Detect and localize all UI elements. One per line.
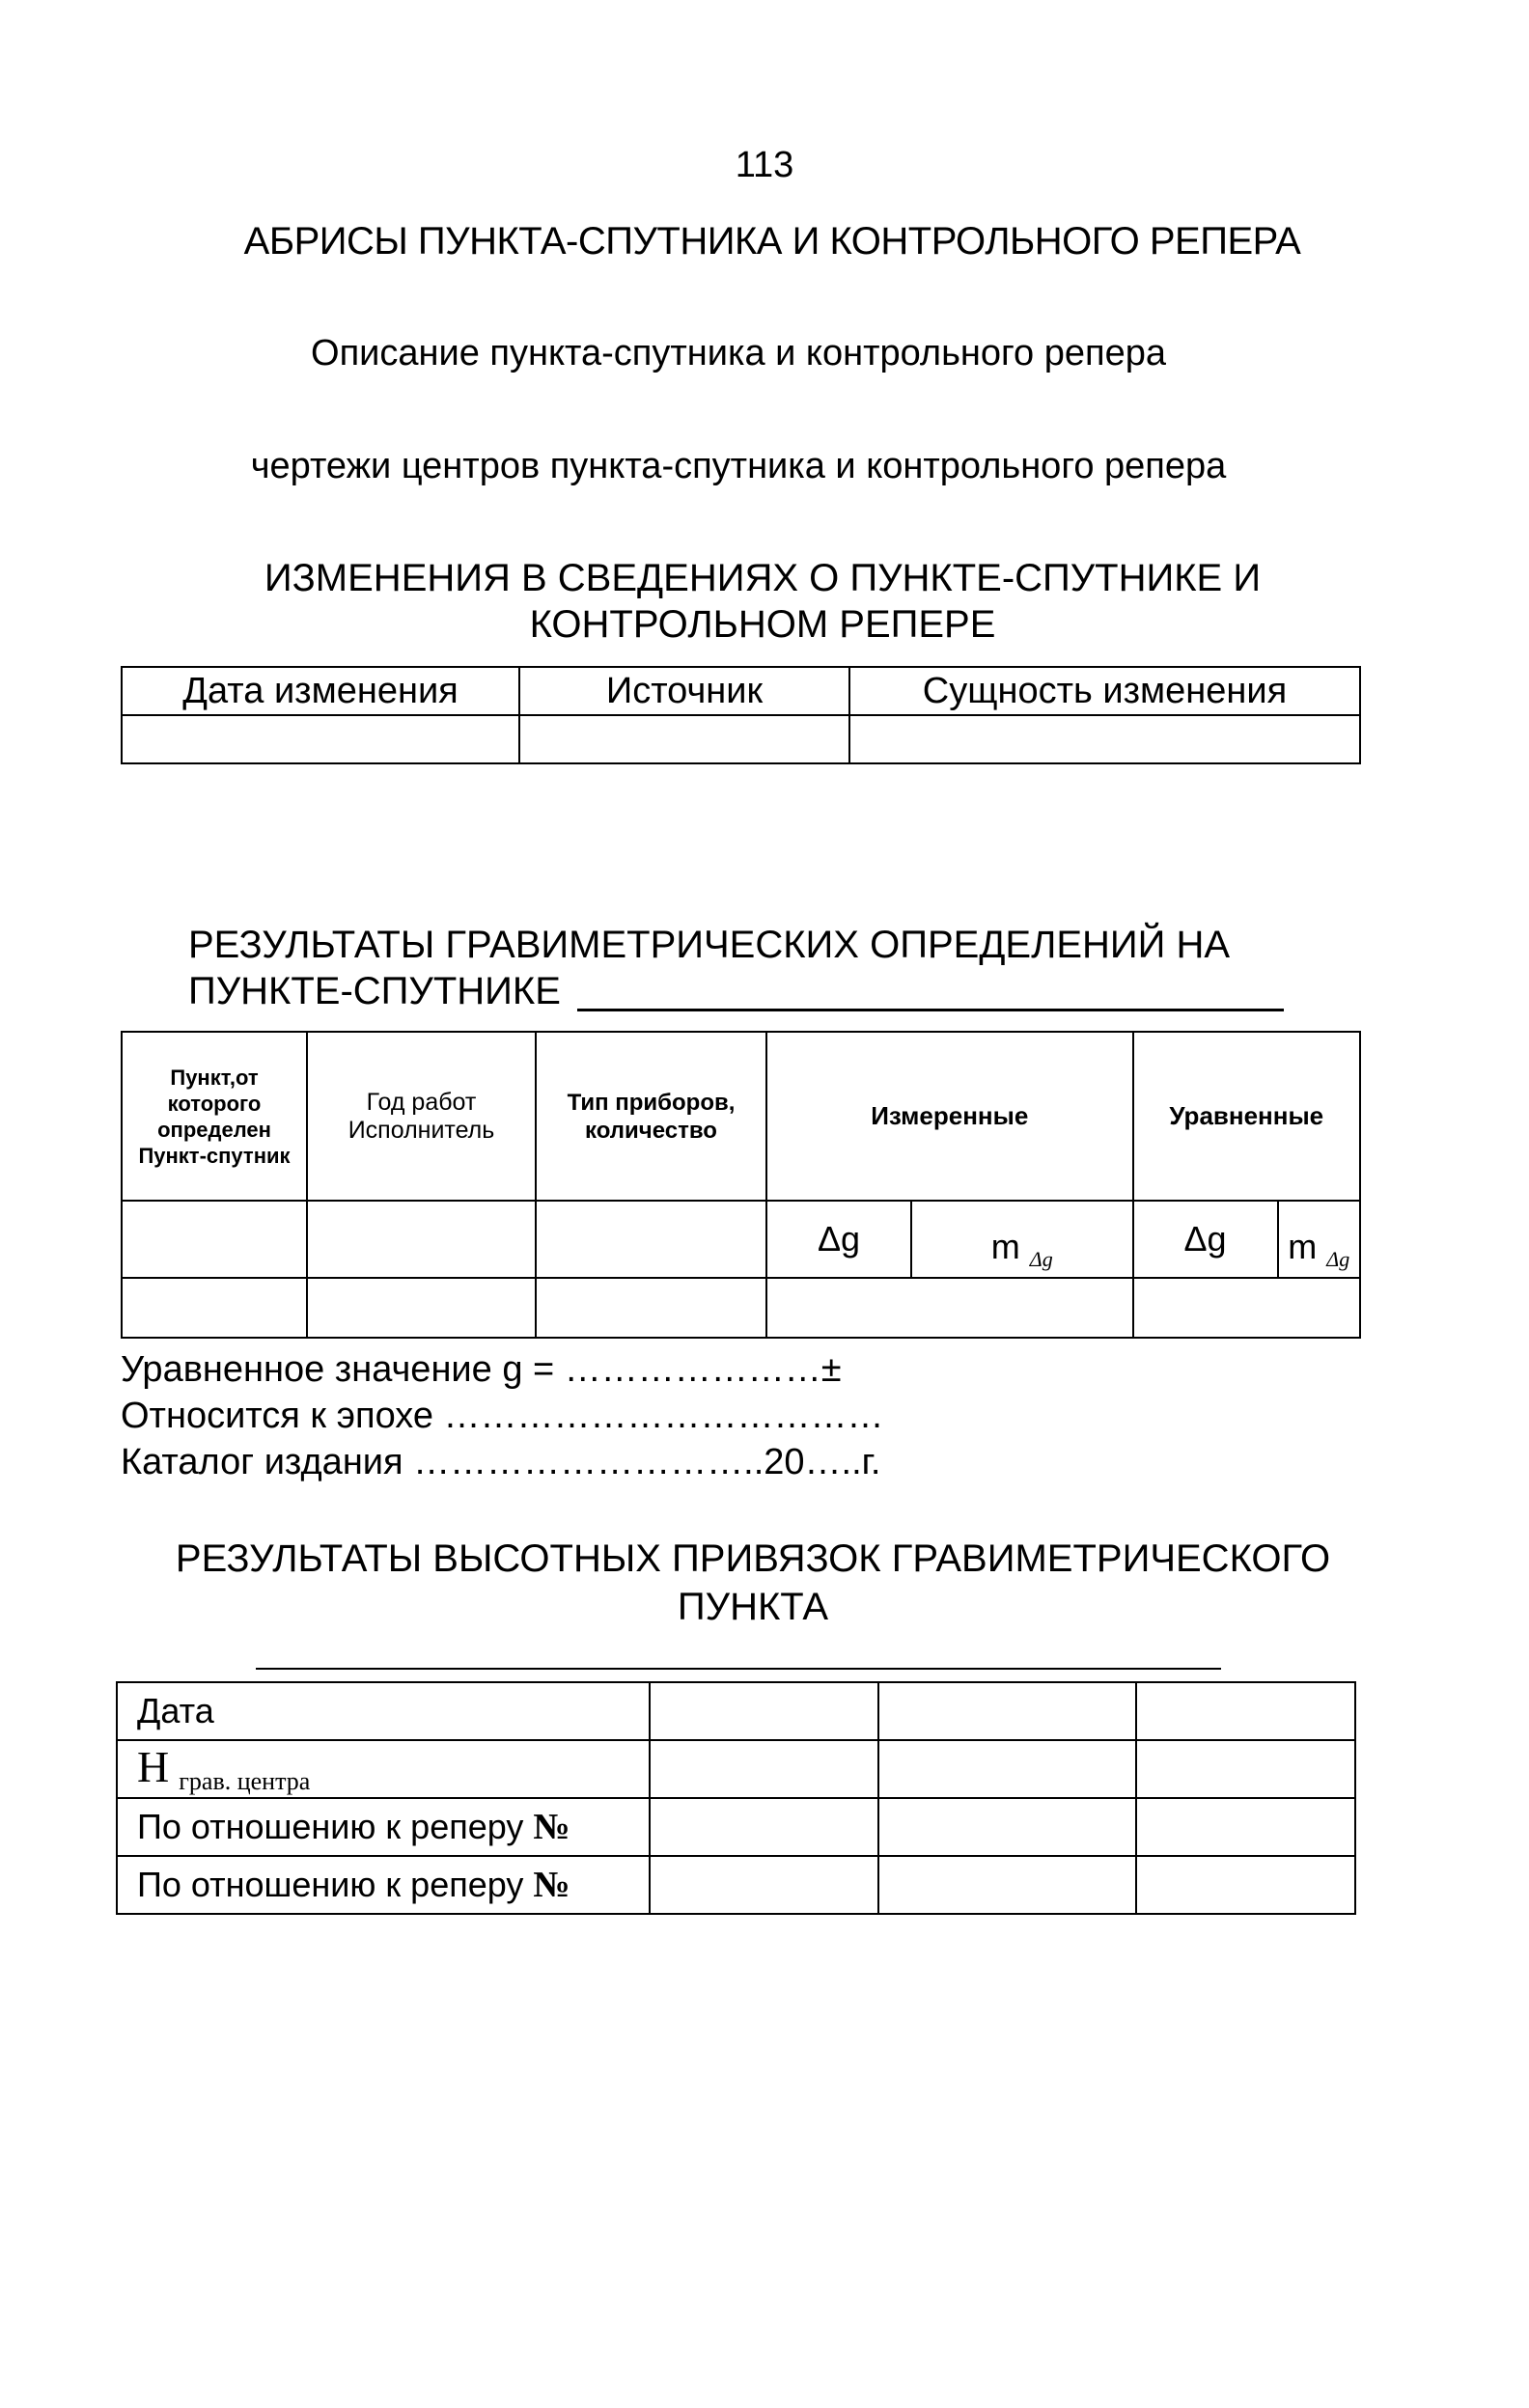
m-symbol: m bbox=[1288, 1227, 1318, 1266]
adjusted-delta-g: Δg bbox=[1133, 1201, 1278, 1278]
changes-header-row bbox=[122, 667, 1360, 715]
cell-empty bbox=[307, 1201, 536, 1278]
cell-empty bbox=[122, 715, 519, 763]
cell-empty bbox=[878, 1856, 1136, 1914]
numero-sign: № bbox=[533, 1865, 570, 1905]
gravimetric-title bbox=[188, 922, 1395, 1014]
height-ties-title-line1: РЕЗУЛЬТАТЫ ВЫСОТНЫХ ПРИВЯЗОК ГРАВИМЕТРИЧЕСКОГО bbox=[175, 1537, 1331, 1580]
header-year-performer: Год работ Исполнитель bbox=[307, 1032, 536, 1201]
m-subscript: Δg bbox=[1326, 1247, 1350, 1272]
catalog-line: Каталог издания ………………………..20…..г. bbox=[121, 1442, 881, 1482]
h-symbol: Н bbox=[137, 1742, 170, 1792]
header-change-date: Дата изменения bbox=[122, 667, 519, 715]
section-title-sketches: АБРИСЫ ПУНКТА-СПУТНИКА И КОНТРОЛЬНОГО РЕПЕРА bbox=[243, 220, 1301, 263]
cell-empty bbox=[650, 1856, 878, 1914]
label-date: Дата bbox=[117, 1682, 650, 1740]
cell-empty bbox=[536, 1278, 766, 1338]
height-ties-title bbox=[125, 1535, 1380, 1631]
header-instruments: Тип приборов, количество bbox=[536, 1032, 766, 1201]
changes-table bbox=[121, 666, 1361, 764]
row-bench1 bbox=[117, 1798, 1355, 1856]
row-h-center bbox=[117, 1740, 1355, 1798]
header-measured: Измеренные bbox=[766, 1032, 1133, 1201]
gravimetric-title-line2: ПУНКТЕ-СПУТНИКЕ bbox=[188, 970, 561, 1012]
header-source: Источник bbox=[519, 667, 849, 715]
header-origin-point: Пункт,от которого определен Пункт-спутник bbox=[122, 1032, 307, 1201]
cell-empty bbox=[122, 1278, 307, 1338]
title-fill-line bbox=[577, 1009, 1284, 1011]
header-change-essence: Сущность изменения bbox=[849, 667, 1360, 715]
m-symbol: m bbox=[990, 1227, 1020, 1266]
height-ties-table bbox=[116, 1681, 1356, 1915]
cell-empty bbox=[650, 1798, 878, 1856]
changes-title bbox=[174, 555, 1351, 648]
cell-empty bbox=[650, 1740, 878, 1798]
measured-delta-g: Δg bbox=[766, 1201, 911, 1278]
bench1-text: По отношению к реперу bbox=[137, 1807, 524, 1846]
cell-empty bbox=[536, 1201, 766, 1278]
m-subscript: Δg bbox=[1029, 1247, 1053, 1272]
cell-empty bbox=[1133, 1278, 1361, 1338]
label-h-center bbox=[117, 1740, 650, 1798]
cell-empty bbox=[1136, 1740, 1355, 1798]
cell-empty bbox=[878, 1798, 1136, 1856]
gravimetric-title-line1: РЕЗУЛЬТАТЫ ГРАВИМЕТРИЧЕСКИХ ОПРЕДЕЛЕНИЙ НА bbox=[188, 924, 1231, 966]
gravimetric-symbol-row bbox=[122, 1201, 1360, 1278]
cell-empty bbox=[1136, 1682, 1355, 1740]
cell-empty bbox=[519, 715, 849, 763]
adjusted-value-line: Уравненное значение g = …………………± bbox=[121, 1349, 842, 1390]
numero-sign: № bbox=[533, 1807, 570, 1847]
label-bench2 bbox=[117, 1856, 650, 1914]
h-subscript: грав. центра bbox=[179, 1767, 311, 1796]
description-line: Описание пункта-спутника и контрольного репера bbox=[311, 333, 1166, 374]
gravimetric-table bbox=[121, 1031, 1361, 1339]
cell-empty bbox=[878, 1682, 1136, 1740]
bench2-text: По отношению к реперу bbox=[137, 1865, 524, 1904]
cell-empty bbox=[122, 1201, 307, 1278]
cell-empty bbox=[849, 715, 1360, 763]
height-ties-title-line2: ПУНКТА bbox=[677, 1586, 829, 1628]
cell-empty bbox=[1136, 1856, 1355, 1914]
cell-empty bbox=[1136, 1798, 1355, 1856]
cell-empty bbox=[878, 1740, 1136, 1798]
gravimetric-empty-row bbox=[122, 1278, 1360, 1338]
changes-empty-row bbox=[122, 715, 1360, 763]
header-adjusted: Уравненные bbox=[1133, 1032, 1361, 1201]
epoch-line: Относится к эпохе ……………………………… bbox=[121, 1396, 884, 1436]
drawings-line: чертежи центров пункта-спутника и контрольного репера bbox=[250, 446, 1227, 486]
row-bench2 bbox=[117, 1856, 1355, 1914]
measured-m-delta-g bbox=[911, 1201, 1133, 1278]
cell-empty bbox=[766, 1278, 1133, 1338]
rule-line bbox=[256, 1668, 1221, 1670]
page-number: 113 bbox=[735, 145, 794, 185]
cell-empty bbox=[650, 1682, 878, 1740]
gravimetric-header-row bbox=[122, 1032, 1360, 1201]
label-bench1 bbox=[117, 1798, 650, 1856]
row-date bbox=[117, 1682, 1355, 1740]
cell-empty bbox=[307, 1278, 536, 1338]
adjusted-values-block bbox=[121, 1346, 884, 1485]
changes-title-line2: КОНТРОЛЬНОМ РЕПЕРЕ bbox=[529, 603, 996, 646]
adjusted-m-delta-g bbox=[1278, 1201, 1361, 1278]
changes-title-line1: ИЗМЕНЕНИЯ В СВЕДЕНИЯХ О ПУНКТЕ-СПУТНИКЕ И bbox=[264, 557, 1262, 599]
